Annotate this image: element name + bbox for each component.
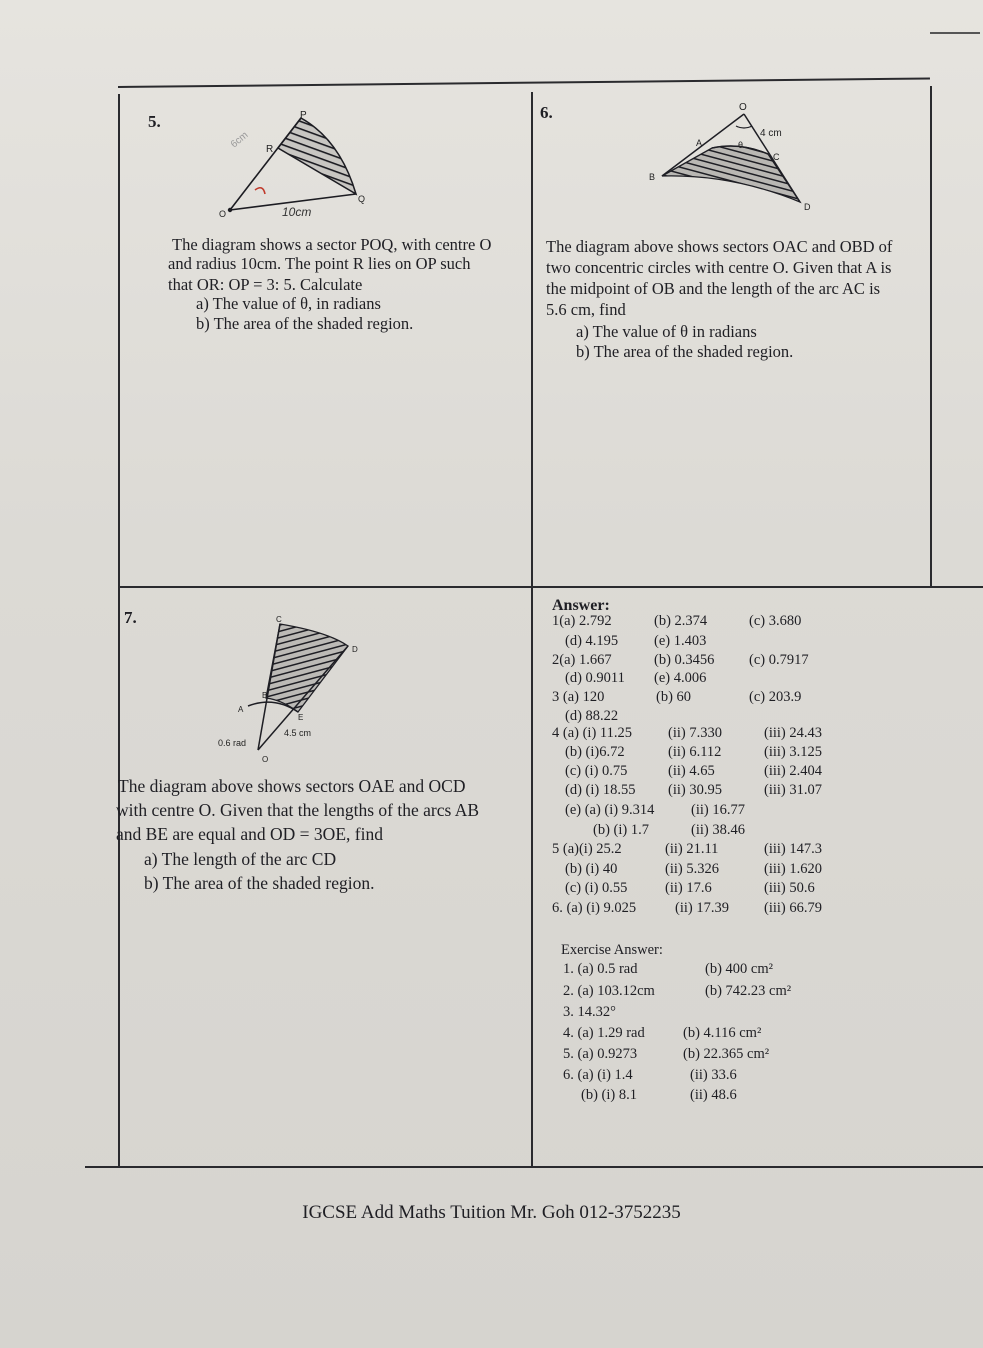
answer-cell: 6. (a) (i) 9.025 xyxy=(552,900,637,916)
exercise-answer-cell: (b) 22.365 cm² xyxy=(683,1046,770,1062)
exercise-answer-cell: (b) 742.23 cm² xyxy=(705,983,792,999)
answer-cell: (d) 0.9011 xyxy=(565,670,625,686)
answer-cell: (b) 2.374 xyxy=(654,613,708,629)
table-left-border xyxy=(118,94,120,1168)
q5-line-3: that OR: OP = 3: 5. Calculate xyxy=(168,275,363,294)
q5-line-5: b) The area of the shaded region. xyxy=(196,314,414,333)
q7-line-4: a) The length of the arc CD xyxy=(144,849,337,869)
q7-line-1: The diagram above shows sectors OAE and OCD xyxy=(118,776,466,796)
answer-cell: (c) 203.9 xyxy=(749,689,802,705)
q5-line-1: The diagram shows a sector POQ, with centre O xyxy=(172,235,492,254)
answer-cell: (ii) 7.330 xyxy=(668,725,722,741)
answer-cell: 2(a) 1.667 xyxy=(552,652,612,668)
q6-label-angle: θ xyxy=(738,140,744,150)
answer-cell: 3 (a) 120 xyxy=(552,689,605,705)
answer-cell: (d) (i) 18.55 xyxy=(565,782,636,798)
exercise-answer-cell: 1. (a) 0.5 rad xyxy=(563,961,638,977)
q5-label-side-note: 6cm xyxy=(228,129,251,151)
q6-line-3: the midpoint of OB and the length of the arc AC is xyxy=(546,279,881,298)
answer-cell: (c) 3.680 xyxy=(749,613,802,629)
q7-line-3: and BE are equal and OD = 3OE, find xyxy=(116,824,383,844)
answer-cell: (d) 4.195 xyxy=(565,633,619,649)
q7-label-angle: 0.6 rad xyxy=(218,738,247,748)
q6-line-6: b) The area of the shaded region. xyxy=(576,342,794,361)
q7-label-a: A xyxy=(238,705,244,714)
table-right-border xyxy=(930,86,932,586)
q6-number: 6. xyxy=(540,103,553,122)
answer-cell: (ii) 5.326 xyxy=(665,861,719,877)
answer-cell: 4 (a) (i) 11.25 xyxy=(552,725,632,741)
corner-mark xyxy=(930,32,980,34)
q7-label-b: B xyxy=(262,691,268,700)
q6-label-o: O xyxy=(739,102,747,113)
exercise-answer-cell: (b) 4.116 cm² xyxy=(683,1025,762,1041)
answer-cell: (c) (i) 0.75 xyxy=(565,763,628,779)
answer-cell: (b) 0.3456 xyxy=(654,652,715,668)
answer-cell: (iii) 50.6 xyxy=(764,880,815,896)
answer-cell: (iii) 31.07 xyxy=(764,782,822,798)
q7-label-length: 4.5 cm xyxy=(284,728,312,738)
q5-label-q: Q xyxy=(358,194,366,204)
answers-heading: Answer: xyxy=(552,597,610,614)
answer-cell: (iii) 147.3 xyxy=(764,841,822,857)
q5-label-o: O xyxy=(219,209,227,219)
exercise-answer-cell: (b) 400 cm² xyxy=(705,961,773,977)
table-row-divider xyxy=(118,586,983,588)
answer-cell: 1(a) 2.792 xyxy=(552,613,612,629)
q5-label-p: P xyxy=(300,110,307,121)
q6-sector-diagram xyxy=(640,102,820,216)
q6-line-4: 5.6 cm, find xyxy=(546,300,626,319)
q5-line-2: and radius 10cm. The point R lies on OP such xyxy=(168,254,471,273)
answer-cell: (iii) 66.79 xyxy=(764,900,822,916)
exercise-answer-cell: (ii) 33.6 xyxy=(690,1067,737,1083)
answer-cell: (b) (i)6.72 xyxy=(565,744,625,760)
answer-cell: (c) 0.7917 xyxy=(749,652,809,668)
answer-cell: (ii) 17.6 xyxy=(665,880,712,896)
table-bottom-border xyxy=(85,1166,983,1168)
answer-cell: (ii) 4.65 xyxy=(668,763,715,779)
exercise-answer-cell: 2. (a) 103.12cm xyxy=(563,983,655,999)
q6-label-length: 4 cm xyxy=(760,128,782,139)
exercise-answer-cell: (ii) 48.6 xyxy=(690,1087,737,1103)
answer-cell: (d) 88.22 xyxy=(565,708,619,724)
answer-cell: (ii) 17.39 xyxy=(675,900,729,916)
q7-sector-diagram xyxy=(218,616,368,766)
exercise-heading: Exercise Answer: xyxy=(561,942,663,958)
exercise-answer-cell: 3. 14.32° xyxy=(563,1004,616,1020)
q6-label-a: A xyxy=(696,138,703,148)
table-middle-divider xyxy=(531,92,533,1168)
q5-number: 5. xyxy=(148,112,161,131)
q5-label-radius: 10cm xyxy=(282,205,312,219)
q6-line-5: a) The value of θ in radians xyxy=(576,322,757,341)
q6-label-b: B xyxy=(649,172,656,182)
q5-label-r: R xyxy=(266,144,274,155)
answer-cell: (b) (i) 1.7 xyxy=(593,822,649,838)
exercise-answer-cell: 5. (a) 0.9273 xyxy=(563,1046,638,1062)
q6-line-2: two concentric circles with centre O. Given that A is xyxy=(546,258,892,277)
answer-cell: (c) (i) 0.55 xyxy=(565,880,628,896)
answer-cell: (b) (i) 40 xyxy=(565,861,618,877)
answer-cell: (ii) 21.11 xyxy=(665,841,719,857)
answer-cell: (ii) 6.112 xyxy=(668,744,722,760)
q7-number: 7. xyxy=(124,608,137,627)
answer-cell: (e) 1.403 xyxy=(654,633,707,649)
q5-sector-diagram xyxy=(210,110,370,220)
q6-line-1: The diagram above shows sectors OAC and OBD of xyxy=(546,237,893,256)
answer-cell: (e) (a) (i) 9.314 xyxy=(565,802,655,818)
exercise-answer-cell: (b) (i) 8.1 xyxy=(581,1087,637,1103)
answer-cell: (iii) 3.125 xyxy=(764,744,822,760)
q6-label-c: C xyxy=(773,152,780,162)
answer-cell: (iii) 24.43 xyxy=(764,725,822,741)
exercise-answer-cell: 6. (a) (i) 1.4 xyxy=(563,1067,633,1083)
answer-cell: (e) 4.006 xyxy=(654,670,707,686)
q7-line-2: with centre O. Given that the lengths of the arcs AB xyxy=(116,800,480,820)
answer-cell: (ii) 16.77 xyxy=(691,802,745,818)
q7-label-c: C xyxy=(276,615,282,624)
q7-label-e: E xyxy=(298,713,304,722)
q6-label-d: D xyxy=(804,202,811,212)
q7-label-d: D xyxy=(352,645,358,654)
answer-cell: (iii) 1.620 xyxy=(764,861,822,877)
answer-cell: (ii) 30.95 xyxy=(668,782,722,798)
q7-line-5: b) The area of the shaded region. xyxy=(144,873,375,893)
answer-cell: (iii) 2.404 xyxy=(764,763,822,779)
q5-line-4: a) The value of θ, in radians xyxy=(196,294,381,313)
footer-tuition-contact: IGCSE Add Maths Tuition Mr. Goh 012-3752235 xyxy=(302,1202,681,1223)
answer-cell: (b) 60 xyxy=(656,689,692,705)
answer-cell: (ii) 38.46 xyxy=(691,822,745,838)
exercise-answer-cell: 4. (a) 1.29 rad xyxy=(563,1025,645,1041)
answer-cell: 5 (a)(i) 25.2 xyxy=(552,841,622,857)
q7-label-o: O xyxy=(262,755,269,764)
